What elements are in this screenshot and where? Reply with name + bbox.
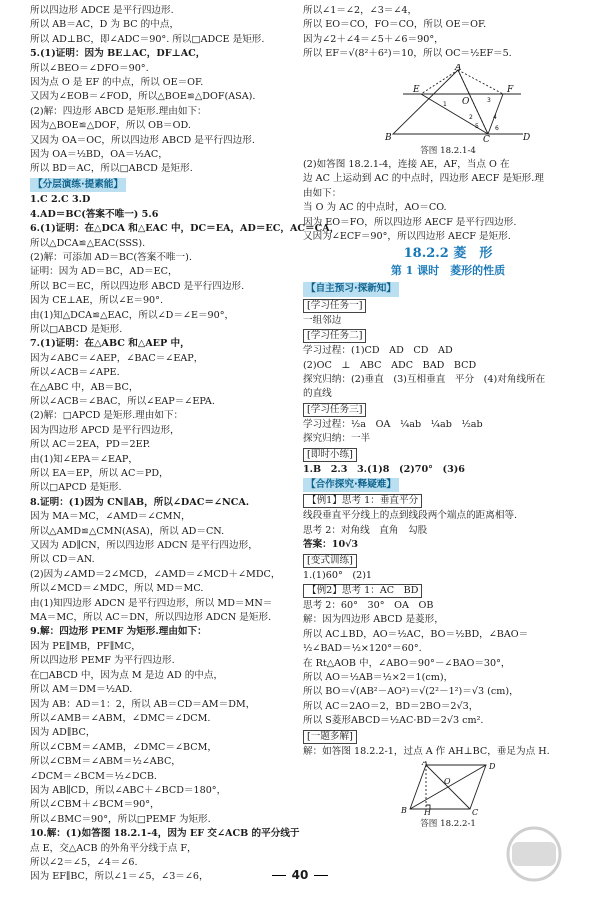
text-line: 所以□ABCD 是矩形.	[30, 323, 123, 335]
text-line: 所以 AC⊥BD，AO＝½AC，BO＝½BD，∠BAO＝	[303, 628, 529, 640]
figure-18-2-1-4	[363, 64, 533, 142]
fig-angle-label: 6	[495, 124, 499, 132]
task-label: [即时小练]	[303, 448, 357, 462]
section-title: 18.2.2 菱 形	[403, 246, 493, 262]
text-line: 所以□APCD 是矩形.	[30, 482, 122, 494]
text-line: 因为 EO＝FO，所以四边形 AECF 是平行四边形.	[303, 216, 517, 228]
text-line: 所以 EO＝CO，FO＝CO，所以 OE＝OF.	[303, 19, 487, 31]
text-line: 点 E，交△ACB 的外角平分线于点 F，	[30, 842, 197, 854]
text-line: (2)解：可添加 AD＝BC(答案不唯一).	[30, 251, 192, 263]
fig-angle-label: 2	[469, 113, 473, 121]
figure-18-2-2-1	[388, 761, 508, 815]
text-line: (2)因为∠AMD＝2∠MCD，∠AMD＝∠MCD＋∠MDC，	[30, 568, 281, 580]
text-line: 9.解：四边形 PEMF 为矩形.理由如下：	[30, 626, 207, 638]
task-label: [变式训练]	[303, 554, 357, 568]
text-line: 在□ABCD 中，因为点 M 是边 AD 的中点，	[30, 669, 224, 681]
fig-label: D	[523, 132, 531, 142]
text-line: (2)如答图 18.2.1-4，连接 AE，AF，当点 O 在	[303, 159, 510, 171]
task-label: [学习任务一]	[303, 299, 366, 313]
watermark-logo	[478, 816, 590, 908]
text-line: 所以∠MCD＝∠MDC，所以 MD＝MC.	[30, 583, 204, 595]
fig-label: O	[444, 777, 451, 787]
task-label: [学习任务二]	[303, 329, 366, 343]
text-line: 所以∠1＝∠2，∠3＝∠4，	[303, 5, 418, 16]
fig-label: A	[422, 761, 428, 768]
text-line: 因为△BOE≌△DOF，所以 OB＝OD.	[30, 120, 191, 132]
text-line: 学习过程：(1)CD AD CD AD	[303, 345, 453, 357]
fig-label: D	[489, 762, 496, 772]
text-line: (2)解：四边形 ABCD 是矩形.理由如下：	[30, 105, 207, 117]
fig-angle-label: 1	[443, 100, 447, 108]
fig-label: F	[507, 84, 514, 95]
text-line: 所以∠AMB＝∠ABM，∠DMC＝∠DCM.	[30, 712, 211, 724]
text-line: 所以∠CBM＋∠BCM＝90°，	[30, 799, 160, 811]
text-line: 所以 AC＝2AO＝2，BD＝2BO＝2√3，	[303, 700, 479, 712]
text-line: 8.证明：(1)因为 CN∥AB，所以∠DAC＝∠NCA.	[30, 496, 250, 508]
fig-label: H	[424, 808, 431, 816]
text-line: 在 Rt△AOB 中，∠ABO＝90°－∠BAO＝30°，	[303, 657, 511, 669]
text-line: 因为 PE∥MB，PF∥MC，	[30, 640, 141, 652]
text-line: 4.AD＝BC(答案不唯一) 5.6	[30, 208, 159, 220]
text-line: 所以∠BEO＝∠DFO＝90°.	[30, 62, 149, 74]
text-line: 1.B 2.3 3.(1)8 (2)70° (3)6	[303, 463, 465, 475]
text-line: 10.解：(1)如答图 18.2.1-4，因为 EF 交∠ACB 的平分线于	[30, 828, 300, 840]
text-line: 所以 BC＝EC，所以四边形 ABCD 是平行四边形.	[30, 280, 245, 292]
text-line: 由(1)知四边形 ADCN 是平行四边形，所以 MD＝MN＝	[30, 597, 273, 609]
text-line: 一组邻边	[303, 314, 342, 326]
text-line: 所以∠BMC＝90°，所以□PEMF 为矩形.	[30, 813, 211, 825]
text-line: 所以 EF＝√(8²＋6²)＝10，所以 OC＝½EF＝5.	[303, 48, 512, 60]
text-line: MA＝MC，所以 AC＝DN，所以四边形 ADCN 是矩形.	[30, 612, 272, 624]
text-line: 由如下：	[303, 187, 342, 199]
text-line: 7.(1)证明：在△ABC 和△AEP 中，	[30, 338, 190, 350]
text-line: 边 AC 上运动到 AC 的中点时，四边形 AECF 是矩形.理	[303, 173, 544, 185]
lesson-title: 第 1 课时 菱形的性质	[390, 263, 506, 277]
section-badge: 【分层演练·提素能】	[30, 178, 126, 192]
text-line: 当 O 为 AC 的中点时，AO＝CO.	[303, 202, 447, 214]
text-line: 所以 CD＝AN.	[30, 554, 95, 566]
footer-rule	[314, 875, 328, 876]
text-line: 1.(1)60° (2)1	[303, 569, 373, 581]
figure-caption: 答图 18.2.1-4	[420, 145, 476, 156]
footer-rule	[272, 875, 286, 876]
text-line: 因为∠ABC＝∠AEP，∠BAC＝∠EAP，	[30, 352, 204, 364]
text-line: 所以∠2＝∠5，∠4＝∠6.	[30, 856, 138, 868]
task-label: [学习任务三]	[303, 403, 366, 417]
text-line: 所以 BO＝√(AB²－AO²)＝√(2²－1²)＝√3 (cm)，	[303, 686, 519, 698]
text-line: 线段垂直平分线上的点到线段两个端点的距离相等.	[303, 510, 518, 522]
text-line: 所以 EA＝EP，所以 AC＝PD，	[30, 468, 169, 479]
text-line: 解：如答图 18.2.2-1，过点 A 作 AH⊥BC，垂足为点 H.	[303, 745, 550, 757]
text-line: 因为 EF∥BC，所以∠1＝∠5，∠3＝∠6，	[30, 871, 209, 883]
task-label: [一题多解]	[303, 730, 357, 744]
text-line: (2)OC ⊥ ABC ADC BAD BCD	[303, 359, 477, 371]
fig-label: A	[455, 63, 462, 73]
text-line: 所以△DCA≌△EAC(SSS).	[30, 237, 146, 249]
text-line: 思考 2：对角线 直角 勾股	[303, 524, 428, 536]
text-line: 所以∠CBM＝∠ABM＝½∠ABC，	[30, 756, 181, 768]
text-line: 探究归纳：(2)垂直 (3)互相垂直 平分 (4)对角线所在	[303, 373, 546, 385]
text-line: 证明：因为 AD＝BC，AD＝EC，	[30, 266, 178, 278]
text-line: 由(1)知△DCA≌△EAC，所以∠D＝∠E＝90°，	[30, 309, 235, 321]
text-line: 所以 AM＝DM＝½AD.	[30, 684, 133, 696]
fig-label: E	[413, 84, 420, 95]
page-number: 40	[291, 868, 309, 882]
fig-label: O	[462, 96, 470, 107]
fig-label: B	[401, 806, 407, 816]
text-line: 所以△AMD≌△CMN(ASA)，所以 AD＝CN.	[30, 525, 225, 537]
text-line: ½∠BAD＝½×120°＝60°.	[303, 643, 422, 655]
text-line: 思考 2：60° 30° OA OB	[303, 599, 434, 611]
text-line: 所以∠ACB＝∠BAC，所以∠EAP＝∠EPA.	[30, 395, 215, 407]
text-line: 所以 AB＝AC，D 为 BC 的中点，	[30, 19, 180, 31]
text-line: ∠DCM＝∠BCM＝½∠DCB.	[30, 770, 157, 782]
fig-label: B	[385, 132, 392, 142]
fig-angle-label: 4	[493, 113, 497, 121]
text-line: 所以四边形 PEMF 为平行四边形.	[30, 655, 175, 667]
text-line: 由(1)知∠EPA＝∠EAP，	[30, 453, 138, 465]
text-line: 所以 S菱形ABCD＝½AC·BD＝2√3 cm².	[303, 715, 484, 727]
text-line: 学习过程：½a OA ¼ab ¼ab ½ab	[303, 418, 483, 430]
text-line: 1.C 2.C 3.D	[30, 194, 91, 206]
fig-label: C	[483, 134, 490, 142]
text-line: 所以 AO＝½AB＝½×2＝1(cm)，	[303, 672, 454, 683]
text-line: 又因为 AD∥CN，所以四边形 ADCN 是平行四边形，	[30, 540, 258, 552]
fig-angle-label: 5	[475, 122, 479, 130]
text-line: 又因为∠EOB＝∠FOD，所以△BOE≌△DOF(ASA).	[30, 91, 256, 103]
right-column	[303, 4, 593, 831]
section-badge: 【自主预习·探新知】	[303, 282, 399, 296]
text-line: 探究归纳：一半	[303, 433, 371, 445]
text-line: 所以四边形 ADCE 是平行四边形.	[30, 5, 174, 16]
text-line: 因为 MA＝MC，∠AMD＝∠CMN，	[30, 511, 191, 523]
text-line: 因为 OA＝½BD，OA＝½AC，	[30, 149, 168, 161]
text-line: 因为 CE⊥AE，所以∠E＝90°.	[30, 295, 164, 307]
text-line: 6.(1)证明：在△DCA 和△EAC 中，DC＝EA，AD＝EC，AC＝CA，	[30, 223, 340, 235]
example-label: 【例2】思考 1：AC BD	[303, 584, 422, 598]
fig-angle-label: 3	[487, 96, 491, 104]
text-line: 因为 AB∥CD，所以∠ABC＋∠BCD＝180°，	[30, 784, 227, 796]
text-line: 因为∠2＋∠4＝∠5＋∠6＝90°，	[303, 33, 444, 45]
fig-label: C	[472, 808, 479, 816]
text-line: 因为点 O 是 EF 的中点，所以 OE＝OF.	[30, 77, 204, 89]
text-line: 因为 AB：AD＝1：2，所以 AB＝CD＝AM＝DM，	[30, 698, 256, 710]
text-line: 所以 AD⊥BC，即∠ADC＝90°. 所以□ADCE 是矩形.	[30, 33, 265, 45]
text-line: 所以∠ACB＝∠APE.	[30, 367, 120, 379]
text-line: 所以 BD＝AC，所以□ABCD 是矩形.	[30, 163, 193, 175]
text-line: 又因为 OA＝OC，所以四边形 ABCD 是平行四边形.	[30, 134, 255, 146]
example-label: 【例1】思考 1：垂直平分	[303, 494, 422, 508]
text-line: 又因为∠ECF＝90°，所以四边形 AECF 是矩形.	[303, 231, 511, 243]
text-line: 5.(1)证明：因为 BE⊥AC，DF⊥AC，	[30, 48, 206, 60]
section-badge: 【合作探究·释疑难】	[303, 478, 399, 492]
text-line: 所以 AC＝2EA，PD＝2EP.	[30, 439, 151, 451]
figure-caption: 答图 18.2.2-1	[420, 819, 476, 830]
text-line: 解：因为四边形 ABCD 是菱形，	[303, 614, 444, 626]
text-line: 答案：10√3	[303, 539, 359, 551]
text-line: (2)解：□APCD 是矩形.理由如下：	[30, 410, 184, 422]
text-line: 因为 AD∥BC，	[30, 727, 96, 739]
text-line: 因为四边形 APCD 是平行四边形，	[30, 424, 180, 436]
text-line: 所以∠CBM＝∠AMB，∠DMC＝∠BCM，	[30, 741, 217, 753]
text-line: 的直线	[303, 388, 332, 400]
text-line: 在△ABC 中，AB＝BC，	[30, 381, 139, 393]
